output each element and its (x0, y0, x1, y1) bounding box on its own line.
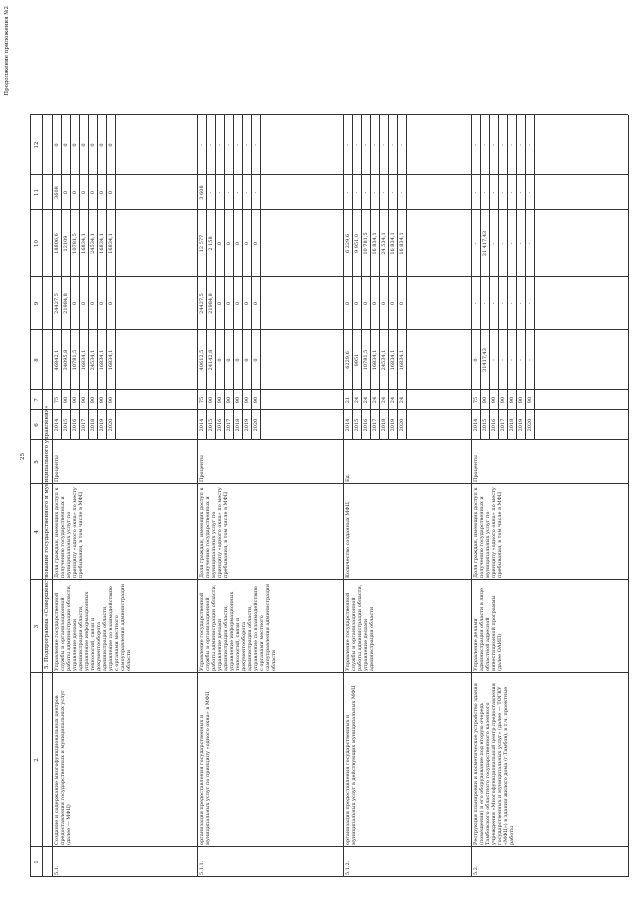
value-cell: 24 (363, 396, 369, 404)
value-cell: 90 (518, 396, 524, 404)
value-cell: - (527, 359, 533, 361)
value-cell: 0 (108, 190, 114, 195)
column-number: 2 (34, 758, 40, 762)
value-cell: 16834,1 (399, 349, 405, 371)
table-border (30, 409, 628, 410)
value-cell: 21984,8 (208, 293, 214, 314)
value-cell: 0 (253, 358, 259, 362)
event-name: организация предоставления государственных и муниципальных услуг в действующих муниципальных МФЦ (345, 685, 357, 845)
value-cell: 75 (199, 396, 205, 404)
table-border (197, 115, 198, 877)
value-cell: - (253, 144, 259, 146)
year-cell: 2016 (491, 418, 497, 432)
table-border (106, 115, 107, 440)
value-cell: 90 (108, 396, 114, 404)
year-cell: 2018 (381, 418, 387, 432)
executor: Управление делами администрации области в лице областной адресной инвестиционной программы (далее ОАИП) (473, 588, 503, 671)
value-cell: 75 (54, 396, 60, 404)
value-cell: 0 (81, 301, 87, 306)
value-cell: - (345, 144, 351, 146)
column-number: 8 (34, 358, 40, 362)
value-cell: - (354, 191, 360, 194)
value-cell: - (226, 144, 232, 146)
value-cell: 0 (72, 143, 78, 147)
value-cell: 24534,1 (90, 233, 96, 254)
year-cell: 2016 (72, 418, 78, 432)
value-cell: - (491, 144, 497, 146)
year-cell: 2019 (244, 418, 250, 432)
row-number: 5.2. (473, 865, 479, 875)
value-cell: 16834,1 (108, 349, 114, 371)
value-cell: - (217, 144, 223, 146)
value-cell: 0 (399, 301, 405, 306)
value-cell: - (473, 242, 479, 245)
table-border (88, 115, 89, 440)
indicator: Доля граждан, имеющих доступ к получению государственных и муниципальных услуг по принципу «одного окна» по месту пребывания, в том числе в МФЦ (199, 487, 229, 578)
value-cell: - (509, 191, 515, 194)
value-cell: - (399, 191, 405, 194)
column-number: 1 (34, 860, 40, 864)
value-cell: 0 (235, 301, 241, 306)
table-border (115, 115, 116, 440)
value-cell: 12109 (63, 235, 69, 252)
table-border (628, 115, 629, 877)
value-cell: - (518, 242, 524, 245)
value-cell: - (235, 144, 241, 146)
table-border (30, 876, 628, 877)
value-cell: 0 (81, 190, 87, 195)
value-cell: 40612,5 (199, 349, 205, 371)
value-cell: 90 (81, 396, 87, 404)
table-border (52, 115, 53, 877)
year-cell: 2015 (482, 418, 488, 432)
table-border (370, 115, 371, 440)
year-cell: 2015 (354, 418, 360, 432)
table-border (30, 846, 628, 847)
value-cell: 0 (108, 143, 114, 147)
year-cell: 2017 (81, 418, 87, 432)
value-cell: 75 (473, 396, 479, 404)
value-cell: - (253, 191, 259, 194)
value-cell: 31 417,43 (482, 230, 488, 257)
value-cell: 21 (345, 396, 351, 404)
value-cell: 24 (381, 396, 387, 404)
table-border (242, 115, 243, 440)
value-cell: - (235, 191, 241, 194)
table-border (343, 115, 344, 877)
value-cell: - (363, 144, 369, 146)
year-cell: 2019 (99, 418, 105, 432)
continuation-note: Продолжение приложения №2 (4, 6, 10, 96)
table-border (379, 115, 380, 440)
column-number: 6 (34, 423, 40, 427)
value-cell: 6 229,6 (345, 233, 351, 254)
year-cell: 2017 (500, 418, 506, 432)
value-cell: 16834,1 (372, 349, 378, 371)
value-cell: 0 (390, 301, 396, 306)
table-border (30, 439, 628, 440)
value-cell: 0 (99, 143, 105, 147)
value-cell: 0 (363, 301, 369, 306)
value-cell: 2 158 (208, 236, 214, 251)
value-cell: 24534,1 (381, 349, 387, 371)
table-border (30, 209, 628, 210)
year-cell: 2018 (509, 418, 515, 432)
value-cell: - (372, 191, 378, 194)
value-cell: 0 (63, 143, 69, 147)
value-cell: 0 (72, 301, 78, 306)
value-cell: 90 (63, 396, 69, 404)
value-cell: - (500, 302, 506, 305)
value-cell: - (491, 242, 497, 245)
value-cell: 90 (482, 396, 488, 404)
value-cell: 16834,1 (390, 349, 396, 371)
table-border (215, 115, 216, 440)
table-border (471, 115, 472, 877)
column-number: 9 (34, 301, 40, 306)
year-cell: 2020 (108, 418, 114, 432)
value-cell: 46842,1 (54, 349, 60, 371)
year-cell: 2015 (63, 418, 69, 432)
value-cell: 90 (491, 396, 497, 404)
value-cell: 6229,6 (345, 351, 351, 369)
year-cell: 2020 (399, 418, 405, 432)
value-cell: 16834,1 (81, 349, 87, 371)
year-cell: 2018 (90, 418, 96, 432)
value-cell: 10781,5 (363, 349, 369, 371)
value-cell: - (473, 191, 479, 194)
value-cell: - (381, 191, 387, 194)
column-number: 11 (34, 189, 40, 196)
value-cell: 0 (108, 301, 114, 306)
value-cell: - (482, 191, 488, 194)
table-border (30, 115, 31, 877)
value-cell: - (491, 302, 497, 305)
value-cell: - (482, 302, 488, 305)
table-border (525, 115, 526, 440)
unit: Ед. (345, 473, 351, 482)
value-cell: - (509, 359, 515, 361)
value-cell: - (244, 144, 250, 146)
value-cell: 0 (244, 241, 250, 246)
value-cell: - (518, 144, 524, 146)
table-border (97, 115, 98, 440)
table-border (30, 389, 628, 390)
value-cell: 0 (63, 190, 69, 195)
value-cell: 0 (217, 301, 223, 306)
value-cell: 0 (235, 241, 241, 246)
value-cell: 0 (253, 301, 259, 306)
year-cell: 2014 (54, 418, 60, 432)
year-cell: 2019 (390, 418, 396, 432)
value-cell: - (509, 144, 515, 146)
year-cell: 2019 (518, 418, 524, 432)
column-number: 7 (34, 398, 40, 402)
table-border (233, 115, 234, 440)
value-cell: 0 (381, 301, 387, 306)
value-cell: - (354, 144, 360, 146)
value-cell: 9 951,0 (354, 233, 360, 254)
value-cell: 24 (372, 396, 378, 404)
value-cell: 0 (217, 358, 223, 362)
executor: Управление государственной службы и организационной работы администрации области, управление делами администрации области, управление информационных технологий, связи и документооборота администрации области, управление по взаимодействию с органами местного самоуправления администрации области (54, 583, 132, 671)
table-border (361, 115, 362, 440)
value-cell: 90 (217, 396, 223, 404)
value-cell: 10 781,5 (363, 232, 369, 255)
indicator: Доля граждан, имеющих доступ к получению государственных и муниципальных услуг по принципу «одного окна» по месту пребывания, в том числе в МФЦ (54, 487, 84, 578)
value-cell: 90 (235, 396, 241, 404)
value-cell: 0 (354, 301, 360, 306)
table-border (224, 115, 225, 440)
value-cell: 24 (399, 396, 405, 404)
value-cell: 0 (99, 301, 105, 306)
column-number: 10 (34, 240, 40, 247)
value-cell: - (217, 191, 223, 194)
value-cell: - (244, 191, 250, 194)
value-cell: 0 (244, 301, 250, 306)
table-border (30, 114, 628, 115)
table-border (30, 174, 628, 175)
column-number: 4 (34, 530, 40, 534)
value-cell: 90 (208, 396, 214, 404)
value-cell: 90 (72, 396, 78, 404)
value-cell: - (527, 242, 533, 245)
value-cell: 0 (345, 301, 351, 306)
table-border (70, 115, 71, 440)
table-border (498, 115, 499, 440)
value-cell: 0 (473, 358, 479, 362)
year-cell: 2016 (217, 418, 223, 432)
value-cell: - (509, 242, 515, 245)
indicator: Количество созданных МФЦ (345, 502, 351, 578)
value-cell: 3608 (54, 186, 60, 199)
value-cell: 90 (509, 396, 515, 404)
value-cell: - (500, 242, 506, 245)
value-cell: 24427,5 (199, 293, 205, 314)
value-cell: 90 (253, 396, 259, 404)
value-cell: 16834,1 (99, 233, 105, 254)
value-cell: - (491, 359, 497, 361)
value-cell: 0 (253, 241, 259, 246)
table-border (507, 115, 508, 440)
subprogram-title: 5. Подпрограмма «Совершенствование государственного и муниципального управления» (44, 405, 50, 669)
value-cell: - (345, 191, 351, 194)
value-cell: 18806,6 (54, 233, 60, 254)
value-cell: 10781,5 (72, 233, 78, 254)
value-cell: 31417,43 (482, 348, 488, 372)
value-cell: 9951 (354, 353, 360, 367)
unit: Проценты (199, 455, 205, 482)
value-cell: 0 (226, 358, 232, 362)
value-cell: - (208, 191, 214, 194)
table-border (251, 115, 252, 440)
value-cell: - (372, 144, 378, 146)
value-cell: 0 (54, 143, 60, 147)
unit: Проценты (54, 455, 60, 482)
value-cell: 0 (217, 241, 223, 246)
table-border (61, 115, 62, 440)
value-cell: 16834,1 (81, 233, 87, 254)
value-cell: 0 (90, 301, 96, 306)
value-cell: 0 (244, 358, 250, 362)
table-border (406, 115, 407, 440)
page-number: 25 (20, 453, 26, 460)
value-cell: 24 (354, 396, 360, 404)
value-cell: 24534,1 (90, 349, 96, 371)
value-cell: 24 534,1 (381, 232, 387, 255)
value-cell: 90 (527, 396, 533, 404)
table-border (206, 115, 207, 440)
value-cell: - (500, 191, 506, 194)
value-cell: - (518, 191, 524, 194)
value-cell: 90 (99, 396, 105, 404)
value-cell: - (390, 191, 396, 194)
value-cell: - (527, 302, 533, 305)
value-cell: 16834,1 (108, 233, 114, 254)
table-border (42, 115, 43, 877)
table-border (534, 115, 535, 440)
year-cell: 2014 (199, 418, 205, 432)
year-cell: 2020 (253, 418, 259, 432)
value-cell: - (199, 144, 205, 146)
table-border (480, 115, 481, 440)
row-number: 5.1. (54, 865, 60, 875)
year-cell: 2020 (527, 418, 533, 432)
value-cell: 0 (72, 190, 78, 195)
value-cell: 0 (226, 301, 232, 306)
value-cell: 90 (90, 396, 96, 404)
value-cell: 12 577 (199, 234, 205, 253)
value-cell: 16 834,1 (390, 232, 396, 255)
column-number: 12 (34, 141, 40, 149)
year-cell: 2018 (235, 418, 241, 432)
table-border (30, 672, 628, 673)
value-cell: 90 (244, 396, 250, 404)
value-cell: 0 (99, 190, 105, 195)
executor: Управление государственной службы и организационной работы администрации области, управление делами администрации области, управление информационных технологий, связи и документооборота администрации области, управление по взаимодействию с органами местного самоуправления администрации области (199, 583, 277, 671)
unit: Проценты (473, 455, 479, 482)
year-cell: 2017 (372, 418, 378, 432)
value-cell: 0 (81, 143, 87, 147)
value-cell: - (473, 144, 479, 146)
row-number: 5.1.1. (199, 860, 205, 875)
value-cell: - (527, 144, 533, 146)
indicator: Доля граждан, имеющих доступ к получению государственных и муниципальных услуг по принципу «одного окна» по месту пребывания, в том числе в МФЦ (473, 487, 503, 578)
value-cell: - (381, 144, 387, 146)
value-cell: - (518, 302, 524, 305)
table-border (260, 115, 261, 440)
value-cell: - (509, 302, 515, 305)
value-cell: 24 (390, 396, 396, 404)
year-cell: 2017 (226, 418, 232, 432)
table-border (79, 115, 80, 440)
value-cell: - (208, 144, 214, 146)
value-cell: 10781,5 (72, 349, 78, 371)
table-border (30, 276, 628, 277)
year-cell: 2016 (363, 418, 369, 432)
value-cell: 16834,1 (99, 349, 105, 371)
value-cell: 90 (500, 396, 506, 404)
event-name: Создание и содержание многофункциональных центров предоставления государственных и муниципальных услуг (далее — МФЦ) (54, 690, 72, 845)
table-border (397, 115, 398, 440)
value-cell: 0 (90, 143, 96, 147)
event-name: Реструкция планировки и косметическое устройство здания (помещения) и его оборудование под вторую очередь Тамбовского областного государственного казенного учреждения «Многофункциональный центр предоставления государственных и муниципальных услуг» (далее — ТОГКУ «МФЦ») в здании жилого дома (г.Тамбов), в т.ч. проектные работы (473, 683, 515, 845)
value-cell: 0 (226, 241, 232, 246)
value-cell: 0 (372, 301, 378, 306)
value-cell: - (473, 302, 479, 305)
value-cell: - (482, 144, 488, 146)
table-border (352, 115, 353, 440)
value-cell: 0 (235, 358, 241, 362)
column-number: 3 (34, 624, 40, 629)
table-border (30, 579, 628, 580)
value-cell: 24142,8 (208, 349, 214, 371)
value-cell: 90 (226, 396, 232, 404)
year-cell: 2015 (208, 418, 214, 432)
value-cell: 16 834,1 (372, 232, 378, 255)
value-cell: - (390, 144, 396, 146)
event-name: организация предоставления государственных и муниципальных услуг по принципу «одного окна» в МФЦ (199, 691, 211, 845)
table-border (516, 115, 517, 440)
value-cell: - (399, 144, 405, 146)
table-border (30, 329, 628, 330)
table-border (388, 115, 389, 440)
executor: Управление государственной службы и организационной работы администрации области, управление делами администрации области (345, 584, 375, 671)
value-cell: - (518, 359, 524, 361)
value-cell: - (363, 191, 369, 194)
year-cell: 2014 (473, 418, 479, 432)
table-border (489, 115, 490, 440)
value-cell: 16 834,1 (399, 232, 405, 255)
value-cell: 21984,8 (63, 293, 69, 314)
table-border (30, 483, 628, 484)
row-number: 5.1.2. (345, 860, 351, 875)
value-cell: - (527, 191, 533, 194)
value-cell: 0 (90, 190, 96, 195)
value-cell: - (491, 191, 497, 194)
value-cell: 24427,5 (54, 293, 60, 314)
column-number: 5 (34, 460, 40, 464)
value-cell: - (500, 359, 506, 361)
year-cell: 2014 (345, 418, 351, 432)
value-cell: - (226, 191, 232, 194)
value-cell: - (500, 144, 506, 146)
value-cell: 34095,8 (63, 349, 69, 371)
value-cell: 3 608 (199, 185, 205, 200)
